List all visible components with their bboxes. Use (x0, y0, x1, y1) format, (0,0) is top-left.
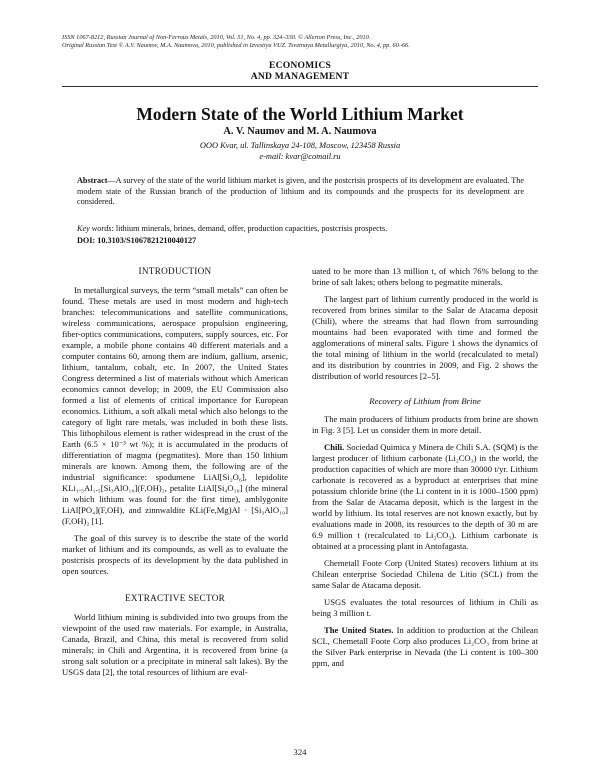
header-rule (62, 86, 538, 87)
authors: A. V. Naumov and M. A. Naumova (223, 126, 377, 137)
paragraph: USGS evaluates the total resources of lithium in Chili as being 3 million t. (312, 597, 538, 618)
header-line-2: Original Russian Text © A.V. Naumov, M.A. Naumova, 2010, published in Izvestiya VUZ. Tsvetnaya Metallurgiya, 2010, No. 4, pp. 60–66. (62, 42, 410, 49)
paragraph: The largest part of lithium currently produced in the world is recovered from brines similar to the Salar de Atacama deposit (Chili), where the streams that had flown from surrounding mountains had been evaporated with time and formed the agglomerations of mineral salts. Figure 1 shows the dynamics of the total mining of lithium in the world (recalculated to metal) and its distribution by countries in 2009, and Fig. 2 shows the distribution of world resources [2–5]. (312, 294, 538, 381)
paragraph (312, 442, 538, 552)
keywords-label: Key words (77, 224, 112, 233)
paragraph-text: In addition to production at the Chilean SCL, Chemetall Foote Corp also produces Li₂CO₃ from brine at the Silver Park enterprise in Nevada (the Li content is 100–300 ppm, and (312, 625, 538, 668)
keywords (77, 224, 524, 235)
section-label-line-1: ECONOMICS (268, 60, 332, 71)
keywords-text: : lithium minerals, brines, demand, offer, production capacities, postcrisis prospects. (111, 224, 388, 233)
paragraph: The goal of this survey is to describe the state of the world market of lithium and its compounds, as well as to evaluate the postcrisis prospects of its development by the data published in open sources. (62, 533, 288, 576)
paragraph: In metallurgical surveys, the term “small metals” can often be found. These metals are used in most modern and high-tech branches: telecommunications and satellite communications, wireless communications, aerospace propulsion engineering, fiber-optics communications, computers, supply sources, etc. For example, a mobile phone contains 40 different materials and a computer contains 60, among them are indium, gallium, arsenic, lithium, tantalum, cobalt, etc. In 2007, the United States Congress determined a list of materials without which American economics cannot develop; in 2009, the EU Commission also formed a list of elements of critical importance for European economics. Lithium, a soft alkali metal which also belongs to the category of light rare metals, was included in both these lists. This lithophilous element is rather widespread in the crust of the Earth (6.5 × 10⁻³ wt %); it is accumulated in the products of differentiation of magma (pegmatites). More than 150 lithium minerals are known. Among them, the following are of the industrial significance: spodumene LiAl[Si₂O₆], lepidolite KLi₁.₅Al₁.₅[Si₃AlO₁₀](F,OH)₂, petalite LiAl[Si₄O₁₀] (the mineral in which lithium was found for the first time), amblygonite LiAl[PO₄](F,OH), and zinnwaldite KLi(Fe,Mg)Al · [Si₃AlO₁₀](F,OH)₂ [1]. (62, 285, 288, 526)
paragraph: The main producers of lithium products from brine are shown in Fig. 3 [5]. Let us consider them in more detail. (312, 414, 538, 435)
paper-title: Modern State of the World Lithium Market (136, 104, 464, 124)
left-column (62, 266, 288, 678)
section-label-line-2: AND MANAGEMENT (250, 71, 350, 82)
runin-chili: Chili. (324, 442, 345, 452)
paragraph-text: Sociedad Quimica y Minera de Chili S.A. (SQM) is the largest producer of lithium carbonate (Li₂CO₃) in the world, the production capacities of which are more than 30000 t/yr. Lithium carbonate is recovered as a byproduct at enterprises that mine potassium chloride brine (the Li content in it is 1000–1500 ppm) from the Salar de Atacama deposit, which is the largest in the world by lithium. Its total reserves are not known exactly, but by evaluations made in 2008, its resources to the depth of 30 m are 6.9 million t (recalculated to Li₂CO₃). Lithium carbonate is obtained at a processing plant in Antofagasta. (312, 442, 538, 551)
page-number: 324 (293, 747, 307, 757)
section-heading-extractive-sector: EXTRACTIVE SECTOR (124, 593, 226, 603)
journal-header (62, 34, 410, 50)
section-heading-introduction: INTRODUCTION (138, 266, 212, 276)
abstract-label: Abstract (77, 176, 108, 185)
paragraph (312, 625, 538, 669)
paragraph: Chemetall Foote Corp (United States) recovers lithium at its Chilean enterprise Sociedad Chilena de Litio (SCL) from the same Salar de Atacama deposit. (312, 558, 538, 590)
runin-united-states: The United States. (324, 625, 394, 635)
header-line-1: ISSN 1067-8212, Russian Journal of Non-Ferrous Metals, 2010, Vol. 51, No. 4, pp. 324–330. © Allerton Press, Inc., 2010. (62, 34, 371, 41)
subsection-heading-recovery-from-brine: Recovery of Lithium from Brine (369, 396, 481, 406)
right-column (312, 266, 538, 669)
doi: DOI: 10.3103/S1067821210040127 (77, 236, 197, 245)
abstract (77, 176, 524, 208)
paragraph: World lithium mining is subdivided into two groups from the viewpoint of the used raw materials. For example, in Australia, Canada, Brazil, and China, this metal is recovered from solid minerals; in Chili and Argentina, it is recovered from brine (a strong salt solution or a precipitate in mineral salt lakes). By the USGS data [2], the total resources of lithium are eval- (62, 612, 288, 677)
affiliation: OOO Kvar, ul. Tallinskaya 24-108, Moscow, 123458 Russia (199, 141, 401, 150)
email: e-mail: kvar@comail.ru (259, 152, 341, 161)
paragraph: uated to be more than 13 million t, of which 76% belong to the brine of salt lakes; others belong to pegmatite minerals. (312, 266, 538, 287)
abstract-text: —A survey of the state of the world lithium market is given, and the postcrisis prospects of its development are evaluated. The modern state of the Russian branch of the production of lithium and its compounds and the prospects for its development are considered. (77, 176, 524, 207)
